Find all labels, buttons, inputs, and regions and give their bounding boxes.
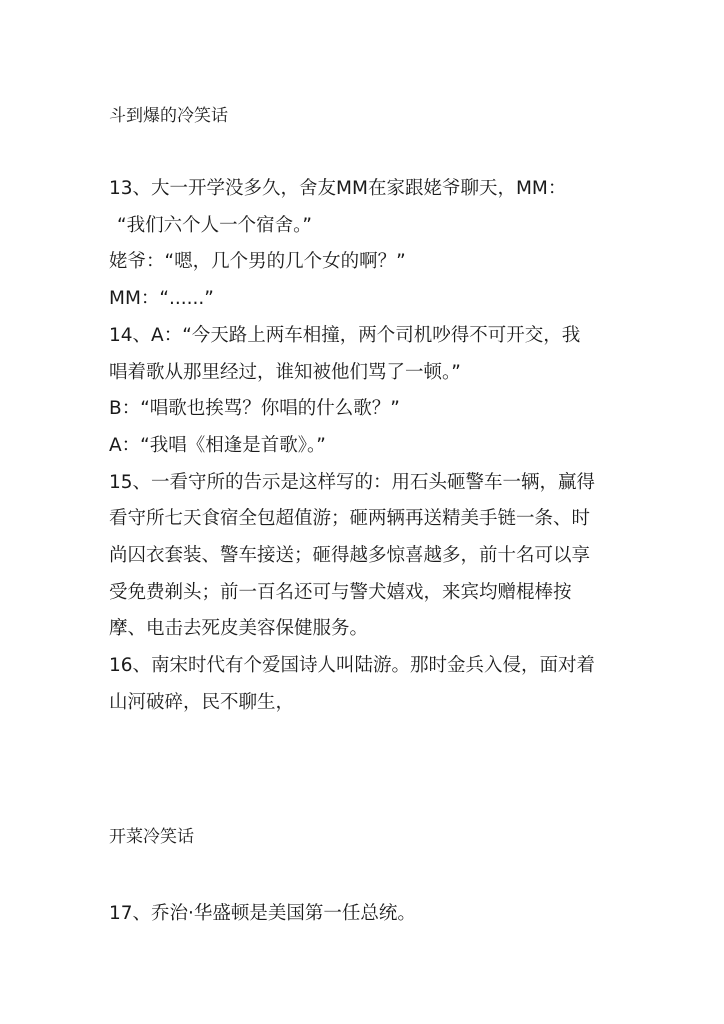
text-line: MM：“......” bbox=[109, 288, 214, 310]
text-line: 唱着歌从那里经过，谁知被他们骂了一顿。” bbox=[109, 361, 461, 383]
text-line: 17、乔治·华盛顿是美国第一任总统。 bbox=[109, 903, 416, 924]
section-heading-1: 斗到爆的冷笑话 bbox=[109, 106, 228, 126]
text-line: 14、A：“今天路上两车相撞，两个司机吵得不可开交，我 bbox=[109, 324, 581, 346]
joke-17-block bbox=[109, 896, 619, 933]
text-line: 受免费剃头；前一百名还可与警犬嬉戏，来宾均赠棍棒按 bbox=[109, 581, 572, 603]
text-line: 看守所七天食宿全包超值游；砸两辆再送精美手链一条、时 bbox=[109, 508, 591, 530]
joke-text-block bbox=[109, 171, 619, 722]
text-line: 姥爷：“嗯，几个男的几个女的啊？” bbox=[109, 251, 406, 273]
text-line: 摩、电击去死皮美容保健服务。 bbox=[109, 618, 369, 640]
text-line: 山河破碎，民不聊生， bbox=[109, 691, 295, 713]
text-line: 13、大一开学没多久，舍友MM在家跟姥爷聊天，MM： bbox=[109, 178, 567, 199]
text-line: 尚囚衣套装、警车接送；砸得越多惊喜越多，前十名可以享 bbox=[109, 545, 591, 567]
text-line: B：“唱歌也挨骂？你唱的什么歌？” bbox=[109, 398, 400, 420]
text-line: A：“我唱《相逢是首歌》。” bbox=[109, 434, 326, 456]
text-line: “我们六个人一个宿舍。” bbox=[117, 214, 312, 236]
text-line: 15、一看守所的告示是这样写的：用石头砸警车一辆，赢得 bbox=[109, 471, 596, 493]
section-heading-2: 开菜冷笑话 bbox=[109, 827, 194, 847]
text-line: 16、南宋时代有个爱国诗人叫陆游。那时金兵入侵，面对着 bbox=[109, 655, 596, 677]
